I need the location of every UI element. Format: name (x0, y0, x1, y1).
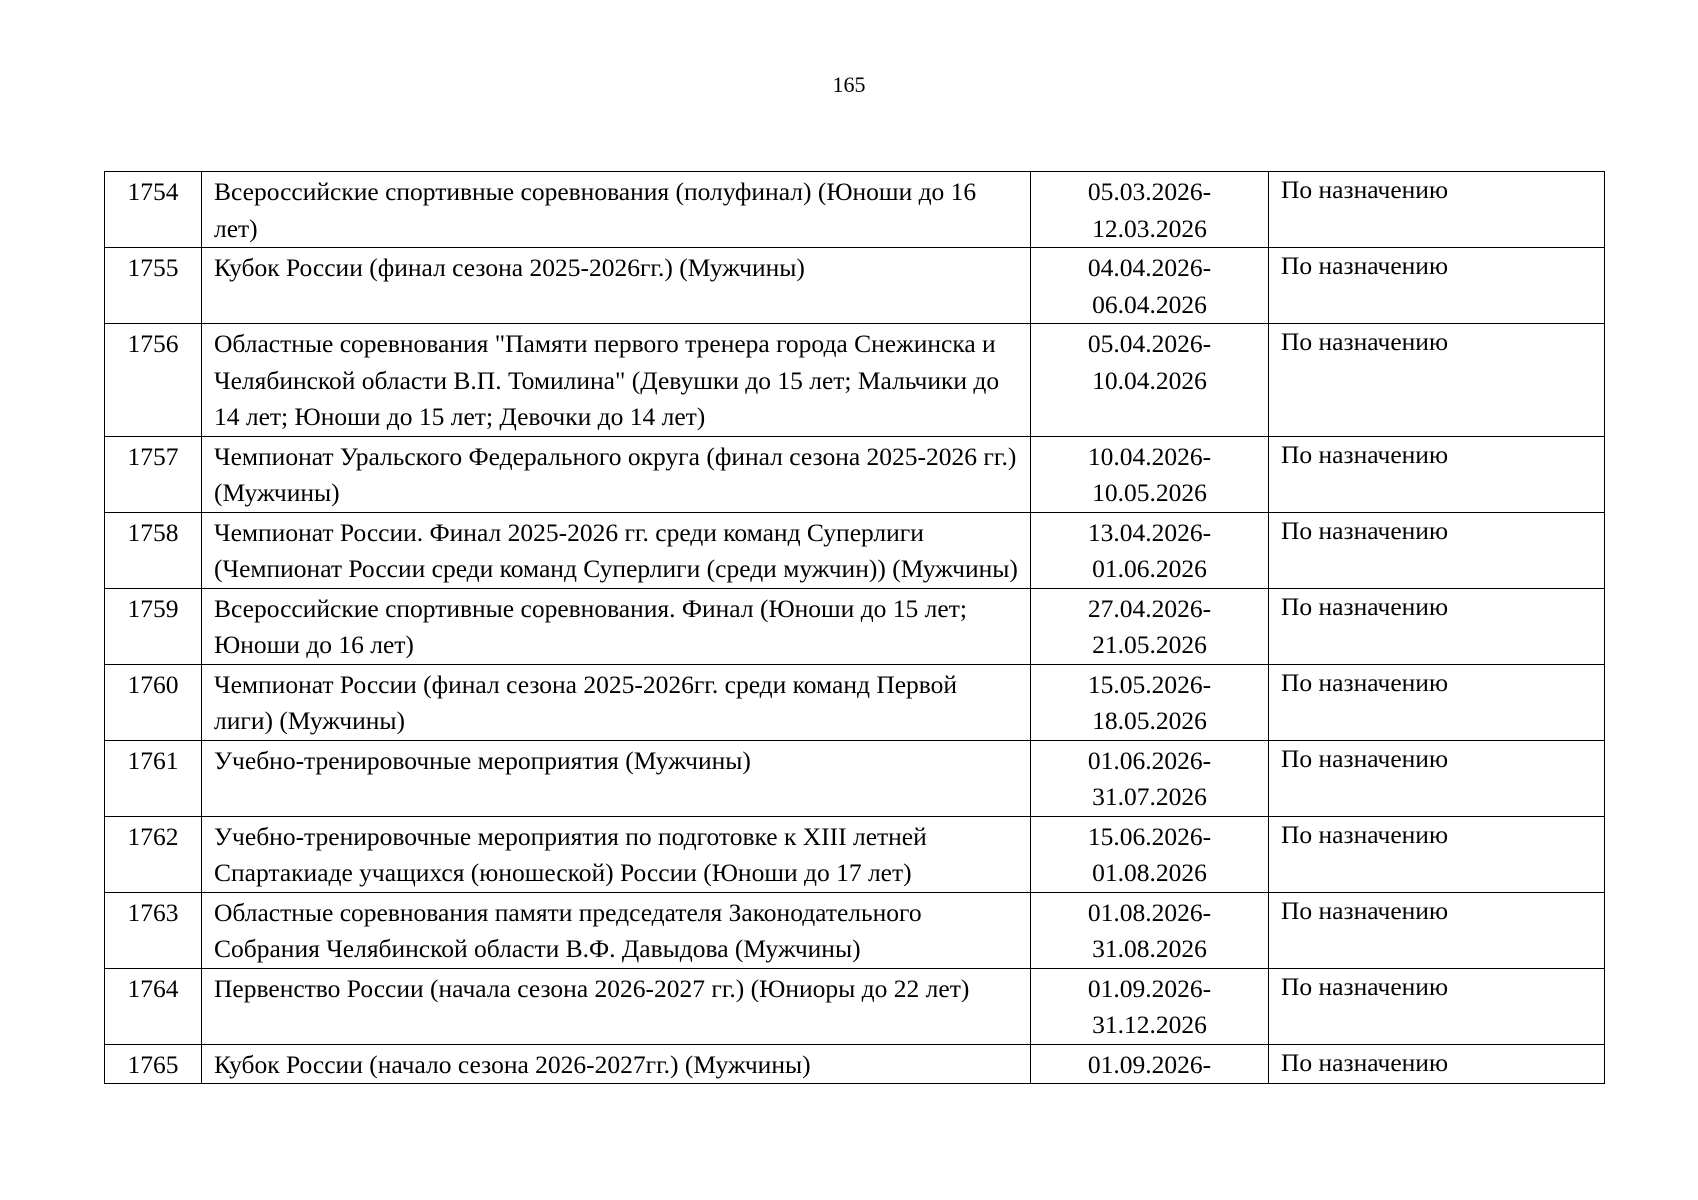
event-name: Учебно-тренировочные мероприятия по подготовке к XIII летней Спартакиаде учащихся (юношеской) России (Юноши до 17 лет) (202, 816, 1031, 892)
row-number: 1765 (105, 1044, 202, 1084)
date-start: 01.09.2026- (1087, 1049, 1212, 1079)
event-dates (1031, 436, 1269, 512)
date-start: 05.04.2026- (1087, 329, 1212, 358)
date-start: 04.04.2026- (1087, 253, 1212, 282)
row-number: 1760 (105, 664, 202, 740)
event-dates (1031, 968, 1269, 1044)
table-row (105, 816, 1605, 892)
event-dates (1031, 248, 1269, 324)
table-row (105, 512, 1605, 588)
row-number: 1764 (105, 968, 202, 1044)
event-name: Первенство России (начала сезона 2026-2027 гг.) (Юниоры до 22 лет) (202, 968, 1031, 1044)
date-start: 27.04.2026- (1087, 593, 1212, 623)
date-end: 31.07.2026 (1092, 782, 1207, 811)
table-row (105, 588, 1605, 664)
place-text: По назначению (1281, 895, 1449, 925)
date-start: 10.04.2026- (1087, 441, 1212, 471)
table-row (105, 1044, 1605, 1084)
table-row (105, 892, 1605, 968)
table-body (105, 172, 1605, 1084)
date-end: 10.04.2026 (1092, 365, 1207, 395)
date-start: 15.05.2026- (1087, 669, 1212, 699)
date-end: 10.05.2026 (1092, 478, 1207, 507)
table-row (105, 740, 1605, 816)
row-number: 1762 (105, 816, 202, 892)
event-dates (1031, 172, 1269, 248)
event-place (1269, 588, 1605, 664)
event-name: Кубок России (финал сезона 2025-2026гг.) (Мужчины) (202, 248, 1031, 324)
event-dates (1031, 816, 1269, 892)
table-row (105, 172, 1605, 248)
date-end: 01.08.2026 (1092, 858, 1207, 887)
event-place (1269, 1044, 1605, 1084)
event-place (1269, 248, 1605, 324)
event-place (1269, 172, 1605, 248)
events-table (104, 171, 1605, 1084)
row-number: 1754 (105, 172, 202, 248)
row-number: 1755 (105, 248, 202, 324)
date-end: 01.06.2026 (1092, 554, 1207, 583)
date-end: 18.05.2026 (1092, 706, 1207, 735)
event-place (1269, 512, 1605, 588)
date-end: 21.05.2026 (1092, 630, 1207, 659)
row-number: 1763 (105, 892, 202, 968)
place-text: По назначению (1281, 515, 1449, 545)
event-place (1269, 740, 1605, 816)
table-row (105, 436, 1605, 512)
date-start: 13.04.2026- (1087, 517, 1212, 547)
table-row (105, 248, 1605, 324)
event-dates (1031, 892, 1269, 968)
table-row (105, 324, 1605, 437)
page-number: 165 (832, 72, 866, 97)
event-name: Учебно-тренировочные мероприятия (Мужчины) (202, 740, 1031, 816)
table-row (105, 968, 1605, 1044)
event-dates (1031, 588, 1269, 664)
event-place (1269, 436, 1605, 512)
date-end: 31.08.2026 (1092, 934, 1207, 963)
event-name: Чемпионат Уральского Федерального округа (финал сезона 2025-2026 гг.) (Мужчины) (202, 436, 1031, 512)
place-text: По назначению (1281, 819, 1449, 849)
date-start: 01.08.2026- (1087, 897, 1212, 927)
event-place (1269, 816, 1605, 892)
event-dates (1031, 664, 1269, 740)
event-name: Областные соревнования "Памяти первого тренера города Снежинска и Челябинской области В.П. Томилина" (Девушки до 15 лет; Мальчики до 14 лет; Юноши до 15 лет; Девочки до 14 лет) (202, 324, 1031, 437)
place-text: По назначению (1281, 591, 1449, 621)
event-place (1269, 664, 1605, 740)
place-text: По назначению (1281, 251, 1449, 280)
event-place (1269, 892, 1605, 968)
row-number: 1756 (105, 324, 202, 437)
date-start: 15.06.2026- (1087, 821, 1212, 851)
event-name: Областные соревнования памяти председателя Законодательного Собрания Челябинской области В.Ф. Давыдова (Мужчины) (202, 892, 1031, 968)
place-text: По назначению (1281, 667, 1449, 697)
table-row (105, 664, 1605, 740)
row-number: 1759 (105, 588, 202, 664)
place-text: По назначению (1281, 1047, 1449, 1077)
place-text: По назначению (1281, 743, 1449, 773)
row-number: 1761 (105, 740, 202, 816)
event-dates (1031, 512, 1269, 588)
date-end: 06.04.2026 (1092, 289, 1207, 319)
date-start: 01.09.2026- (1087, 973, 1212, 1003)
place-text: По назначению (1281, 175, 1449, 204)
event-dates (1031, 324, 1269, 437)
date-start: 05.03.2026- (1087, 177, 1212, 206)
row-number: 1758 (105, 512, 202, 588)
event-name: Кубок России (начало сезона 2026-2027гг.) (Мужчины) (202, 1044, 1031, 1084)
date-start: 01.06.2026- (1087, 745, 1212, 775)
event-name: Всероссийские спортивные соревнования. Финал (Юноши до 15 лет; Юноши до 16 лет) (202, 588, 1031, 664)
place-text: По назначению (1281, 439, 1449, 469)
event-dates (1031, 740, 1269, 816)
date-end: 12.03.2026 (1092, 213, 1207, 243)
event-place (1269, 968, 1605, 1044)
event-dates (1031, 1044, 1269, 1084)
event-name: Всероссийские спортивные соревнования (полуфинал) (Юноши до 16 лет) (202, 172, 1031, 248)
place-text: По назначению (1281, 327, 1449, 356)
date-end: 31.12.2026 (1092, 1010, 1207, 1039)
event-place (1269, 324, 1605, 437)
event-name: Чемпионат России. Финал 2025-2026 гг. среди команд Суперлиги (Чемпионат России среди команд Суперлиги (среди мужчин)) (Мужчины) (202, 512, 1031, 588)
event-name: Чемпионат России (финал сезона 2025-2026гг. среди команд Первой лиги) (Мужчины) (202, 664, 1031, 740)
row-number: 1757 (105, 436, 202, 512)
place-text: По назначению (1281, 971, 1449, 1001)
